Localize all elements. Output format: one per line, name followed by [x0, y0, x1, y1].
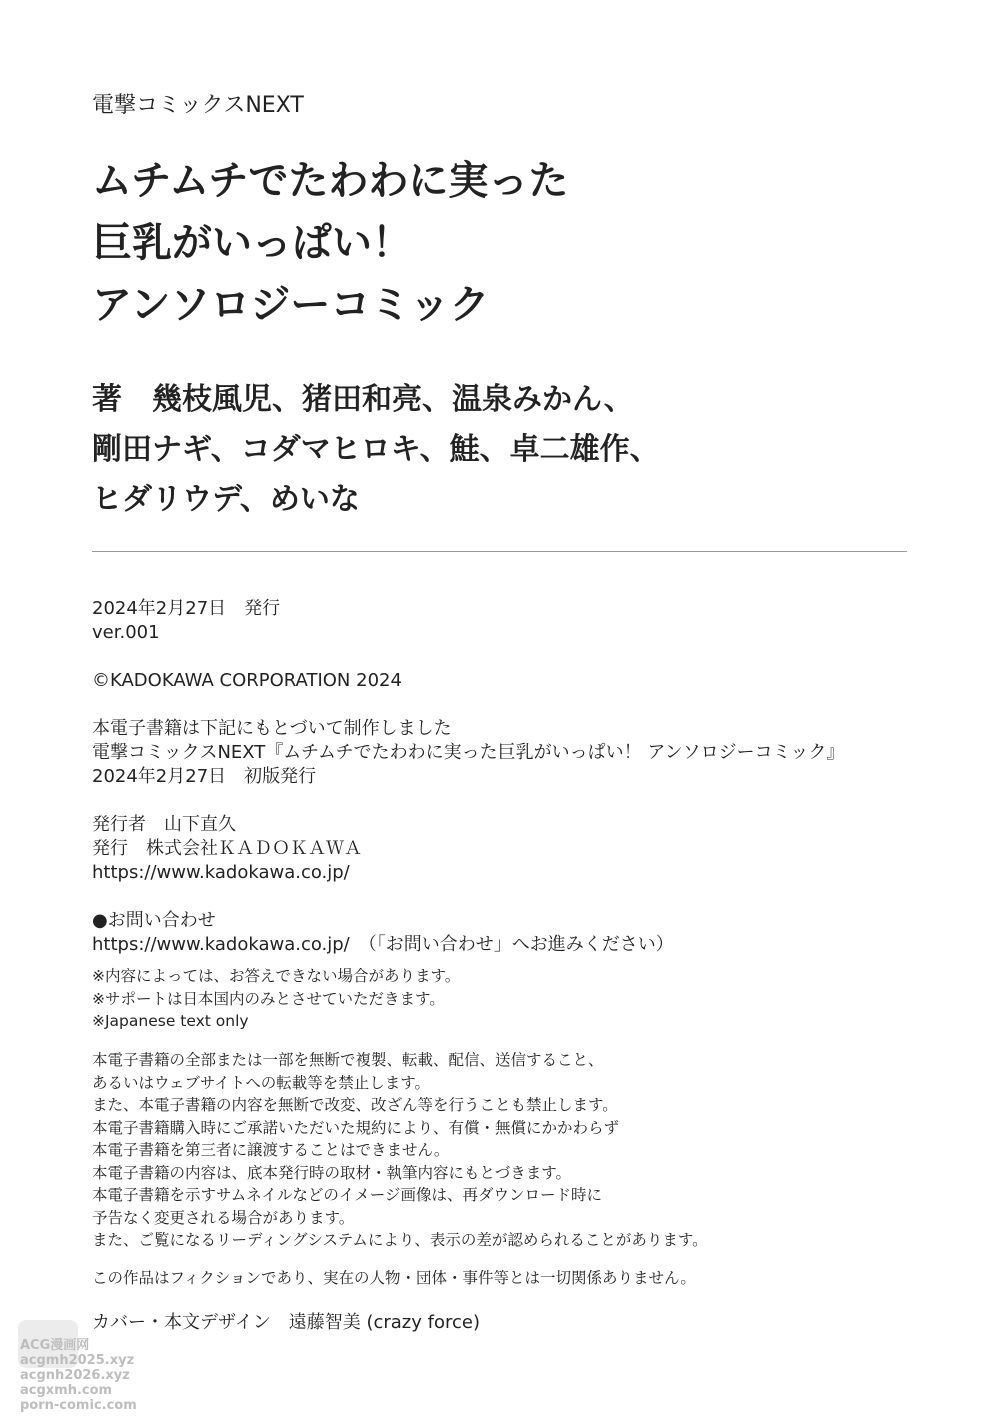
legal-line: 本電子書籍を第三者に譲渡することはできません。 [92, 1141, 450, 1159]
contact-note: ※Japanese text only [92, 1012, 249, 1030]
contact-note: ※内容によっては、お答えできない場合があります。 [92, 967, 461, 985]
contact-url[interactable]: https://www.kadokawa.co.jp/ （「お問い合わせ」へお進みください） [92, 934, 674, 955]
legal-line: また、ご覧になるリーディングシステムにより、表示の差が認められることがあります。 [92, 1231, 708, 1249]
version-label: ver.001 [92, 622, 160, 643]
book-title [92, 150, 568, 336]
title-line: アンソロジーコミック [92, 282, 490, 328]
publisher-block [92, 813, 362, 885]
author-line: 剛田ナギ、コダマヒロキ、鮭、卓二雄作、 [92, 432, 660, 467]
publisher-line: 発行 株式会社ＫＡＤＯＫＡＷＡ [92, 838, 362, 859]
source-line: 本電子書籍は下記にもとづいて制作しました [92, 718, 452, 739]
source-block [92, 717, 844, 789]
publisher-line: 発行者 山下直久 [92, 814, 236, 835]
imprint-label: 電撃コミックスNEXT [92, 93, 304, 118]
publisher-url[interactable]: https://www.kadokawa.co.jp/ [92, 862, 350, 883]
publication-date: 2024年2月27日 発行 [92, 598, 281, 619]
watermark-line: acgxmh.com [20, 1383, 113, 1398]
fiction-notice-block [92, 1267, 696, 1290]
contact-note: ※サポートは日本国内のみとさせていただきます。 [92, 989, 445, 1008]
legal-line: 本電子書籍の全部または一部を無断で複製、転載、配信、送信すること、 [92, 1051, 604, 1069]
fiction-notice: この作品はフィクションであり、実在の人物・団体・事件等とは一切関係ありません。 [92, 1269, 696, 1287]
design-credit: カバー・本文デザイン 遠藤智美 (crazy force) [92, 1312, 480, 1333]
source-line: 電撃コミックスNEXT『ムチムチでたわわに実った巨乳がいっぱい！ アンソロジーコミック』 [92, 742, 845, 763]
title-line: 巨乳がいっぱい！ [92, 220, 412, 266]
watermark-line: acgnh2026.xyz [20, 1368, 130, 1383]
legal-notice [92, 1049, 708, 1252]
watermark-line: porn-comic.com [20, 1398, 137, 1413]
legal-line: 予告なく変更される場合があります。 [92, 1208, 355, 1227]
watermark-line: acgmh2025.xyz [20, 1353, 135, 1368]
section-divider [92, 551, 907, 552]
watermark-line: ACG漫画网 [20, 1338, 90, 1353]
author-list [92, 375, 660, 525]
contact-block [92, 909, 674, 957]
legal-line: 本電子書籍の内容は、底本発行時の取材・執筆内容にもとづきます。 [92, 1163, 571, 1182]
site-watermark [0, 1320, 215, 1422]
legal-line: また、本電子書籍の内容を無断で改変、改ざん等を行うことも禁止します。 [92, 1096, 618, 1114]
contact-notes [92, 965, 460, 1033]
legal-line: 本電子書籍購入時にご承諾いただいた規約により、有償・無償にかかわらず [92, 1118, 620, 1137]
legal-line: あるいはウェブサイトへの転載等を禁止します。 [92, 1073, 431, 1092]
copyright-block [92, 669, 402, 693]
copyright-text: ©KADOKAWA CORPORATION 2024 [92, 670, 402, 691]
author-line: 著 幾枝風児、猪田和亮、温泉みかん、 [92, 382, 634, 417]
author-line: ヒダリウデ、めいな [92, 482, 360, 517]
legal-line: 本電子書籍を示すサムネイルなどのイメージ画像は、再ダウンロード時に [92, 1186, 602, 1204]
title-line: ムチムチでたわわに実った [92, 158, 569, 204]
contact-heading: ●お問い合わせ [92, 910, 216, 931]
publication-info [92, 597, 280, 645]
source-line: 2024年2月27日 初版発行 [92, 766, 317, 787]
